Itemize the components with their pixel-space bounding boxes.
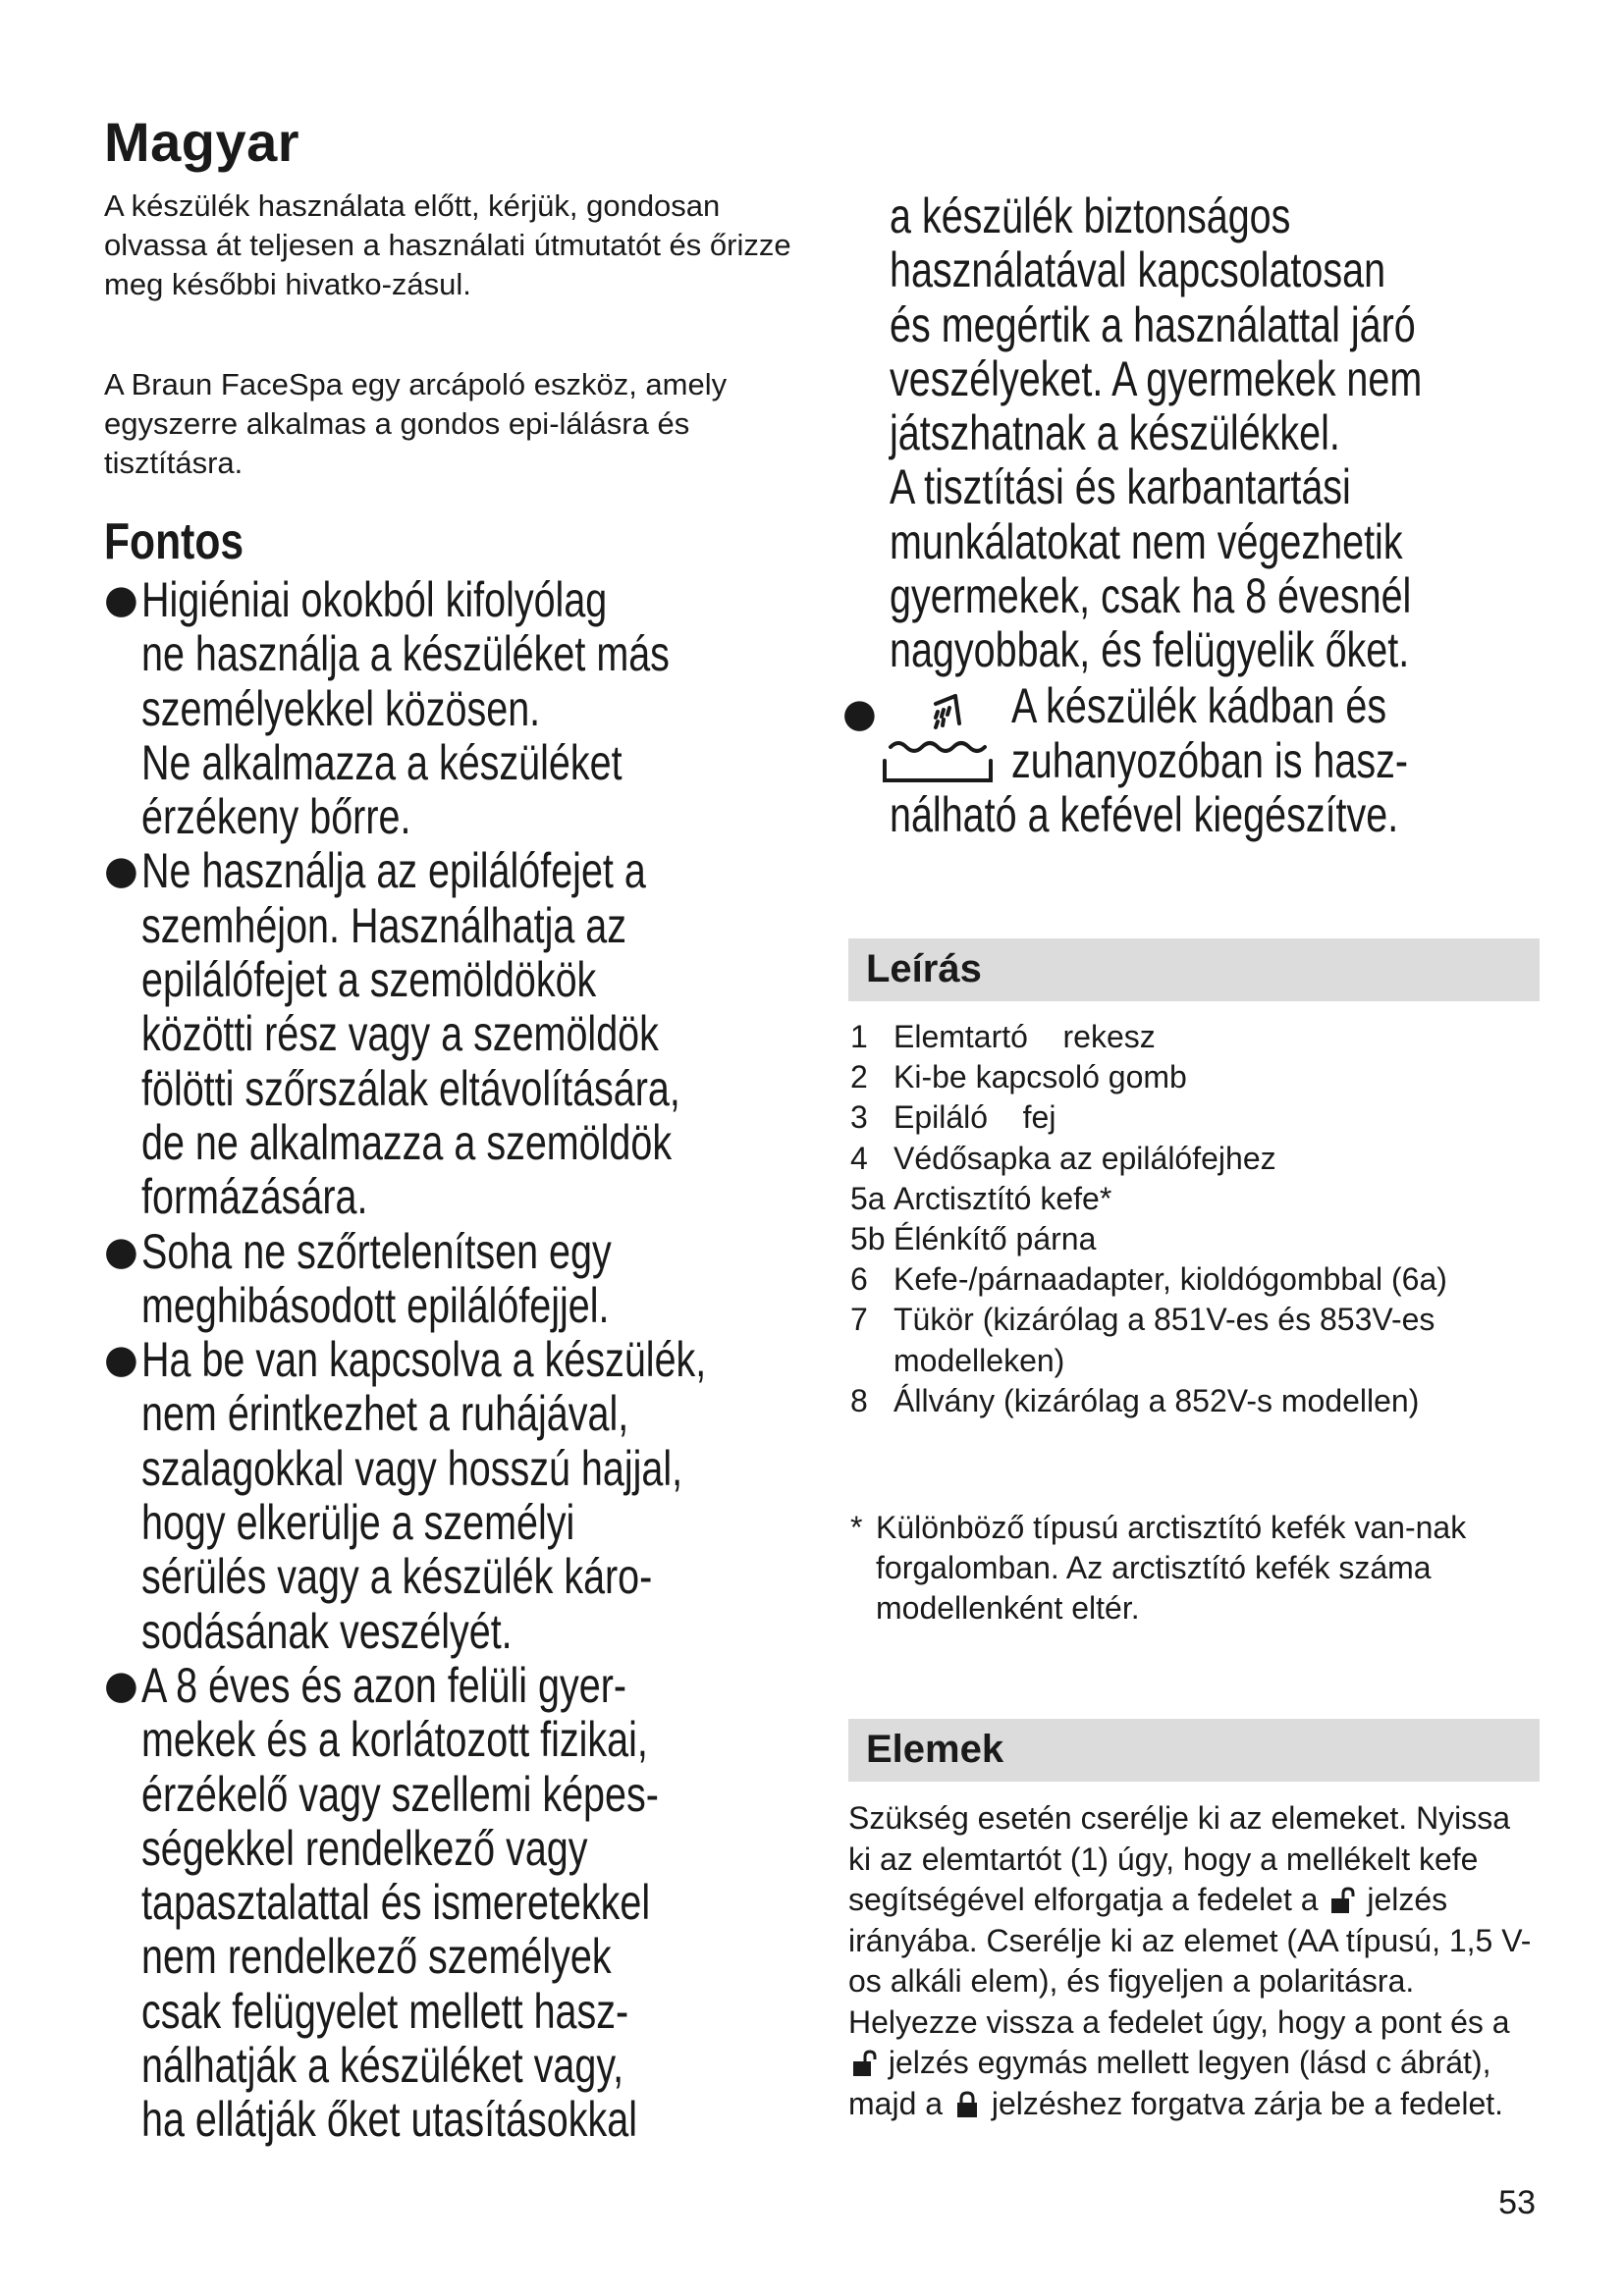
fontos-bullet-4: ● Ha be van kapcsolva a készülék, nem érintkezhet a ruhájával, szalagokkal vagy hosszú hajjal, hogy elkerülje a személyi sérülés vagy a készülék káro- sodásának veszélyét. (104, 1332, 707, 1659)
list-item: 8 Állvány (kizárólag a 852V-s modellen) (850, 1382, 1420, 1418)
fontos-bullet-5: ● A 8 éves és azon felüli gyer- mekek és a korlátozott fizikai, érzékelő vagy szellemi képes- ségekkel rendelkező vagy tapasztalattal és ismeretekkel nem rendelkező személyek csak felügyelet mellett hasz- nálhatják a készüléket vagy, ha ellátják őket utasításokkal (104, 1657, 659, 2148)
list-item: 4 Védősapka az epilálófejhez (850, 1140, 1276, 1176)
bullet-dot-icon: ● (104, 1228, 138, 1274)
intro-paragraph-1: A készülék használata előtt, kérjük, gondosan olvassa át teljesen a használati útmutatót és őrizze meg későbbi hivatko-zásul. (104, 188, 791, 301)
list-item: 5a Arctisztító kefe* (850, 1180, 1112, 1216)
shower-bullet-line-2: zuhanyozóban is hasz- (1011, 733, 1409, 788)
unlock-icon (851, 2050, 877, 2077)
list-item: 1 Elemtartó rekesz (850, 1019, 1156, 1054)
elemek-heading: Elemek (866, 1728, 1004, 1771)
list-item: 2 Ki-be kapcsoló gomb (850, 1059, 1187, 1095)
leiras-section-header (848, 938, 1540, 1001)
shower-bullet-line-3: nálható a kefével kiegészítve. (890, 787, 1399, 842)
list-item: 5b Élénkítő párna (850, 1221, 1097, 1257)
bullet-dot-icon: ● (104, 1337, 138, 1383)
battery-paragraph: Szükség esetén cserélje ki az elemeket. Nyissa ki az elemtartót (1) úgy, hogy a mellékelt kefe segítségével elforgatja a fedelet a jelzés irányába. Cserélje ki az elemet (AA típusú, 1,5 V-os alkáli elem), és figyeljen a polaritásra. Helyezze vissza a fedelet úgy, hogy a pont és a jelzés egymás mellett legyen (lásd c ábrát), majd a jelzéshez forgatva zárja be a fedelet. (848, 1800, 1532, 2121)
footnote-mark: * (850, 1510, 863, 1545)
bathtub-shower-icon (877, 684, 1004, 792)
fontos-bullet-2: ● Ne használja az epilálófejet a szemhéjon. Használhatja az epilálófejet a szemöldökök közötti rész vagy a szemöldök fölötti szőrszálak eltávolítására, de ne alkalmazza a szemöldök formázására. (104, 843, 680, 1225)
unlock-icon (1329, 1887, 1355, 1914)
parts-list (848, 1017, 1536, 1421)
language-title: Magyar (104, 111, 300, 173)
list-item: 6 Kefe-/párnaadapter, kioldógombbal (6a) (850, 1261, 1447, 1298)
list-item: 7 Tükör (kizárólag a 851V-es és 853V-es modelleken) (850, 1302, 1435, 1378)
bullet-dot-icon: ● (104, 1662, 138, 1708)
fontos-bullet-1: ● Higiéniai okokból kifolyólag ne használja a készüléket más személyekkel közösen. Ne alkalmazza a készüléket érzékeny bőrre. (104, 572, 670, 845)
page-number: 53 (1498, 2184, 1536, 2221)
bullet-dot-icon: ● (842, 691, 877, 736)
footnote (848, 1508, 1536, 1629)
bullet-dot-icon: ● (104, 577, 138, 622)
leiras-heading: Leírás (866, 947, 982, 990)
fontos-bullet-list (104, 573, 842, 2148)
lock-icon (954, 2091, 980, 2118)
footnote-text: Különböző típusú arctisztító kefék van-nak forgalomban. Az arctisztító kefék száma modellenként eltér. (876, 1510, 1467, 1627)
fontos-heading: Fontos (104, 513, 244, 570)
elemek-section-header (848, 1719, 1540, 1782)
shower-bullet-line-1: A készülék kádban és (1011, 678, 1387, 733)
bullet-dot-icon: ● (104, 848, 138, 894)
list-item: 3 Epiláló fej (850, 1099, 1056, 1136)
fontos-bullet-3: ● Soha ne szőrtelenítsen egy meghibásodott epilálófejjel. (104, 1223, 612, 1333)
fontos-continuation: a készülék biztonságos használatával kapcsolatosan és megértik a használattal járó veszélyeket. A gyermekek nem játszhatnak a készülékkel. A tisztítási és karbantartási munkálatokat nem végezhetik gyermekek, csak ha 8 évesnél nagyobbak, és felügyelik őket. (890, 188, 1423, 678)
intro-paragraph-2: A Braun FaceSpa egy arcápoló eszköz, amely egyszerre alkalmas a gondos epi-lálásra és tisztításra. (104, 367, 728, 480)
